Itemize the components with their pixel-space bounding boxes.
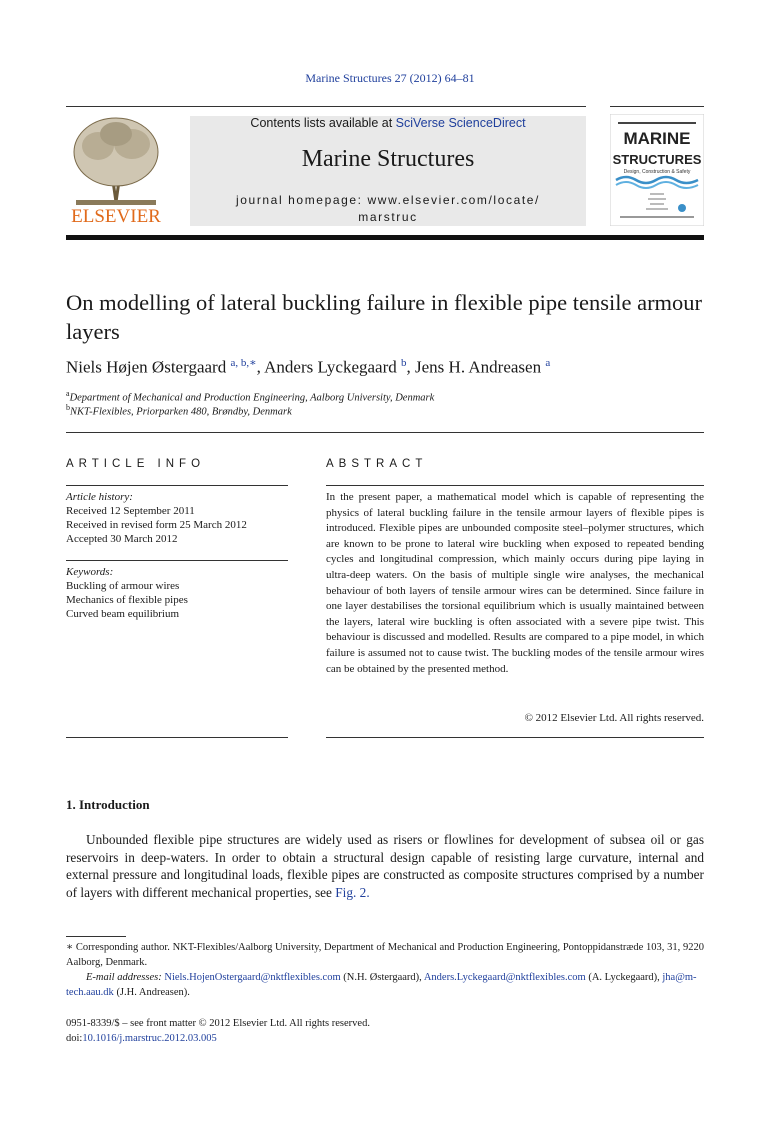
introduction-paragraph — [66, 831, 704, 901]
tree-icon — [66, 114, 166, 226]
issn-line: 0951-8339/$ – see front matter © 2012 Elsevier Ltd. All rights reserved. — [66, 1018, 370, 1029]
email-label: E-mail addresses: — [86, 972, 162, 983]
header-thick-rule — [66, 235, 704, 240]
affiliation-text: NKT-Flexibles, Priorparken 480, Brøndby, Denmark — [70, 406, 292, 418]
journal-homepage[interactable] — [190, 192, 586, 226]
header-rule-right — [610, 106, 704, 107]
email-link-2[interactable]: Anders.Lyckegaard@nktflexibles.com — [423, 972, 586, 983]
journal-citation[interactable]: Marine Structures 27 (2012) 64–81 — [305, 71, 475, 85]
cover-title-2: STRUCTURES — [612, 152, 702, 167]
author-name: Anders Lyckegaard — [264, 357, 397, 377]
history-received: Received 12 September 2011 — [66, 505, 195, 517]
introduction-heading: 1. Introduction — [66, 797, 150, 812]
email-addresses — [66, 970, 704, 1000]
keywords-rule — [66, 560, 288, 561]
affiliation-text: Department of Mechanical and Production Engineering, Aalborg University, Denmark — [69, 392, 435, 404]
abstract-text: In the present paper, a mathematical model which is capable of representing the physics of lateral buckling failure in the tensile armour layers of flexible pipes is introduced. Flexible pipes are unbounded composite steel–polymer structures, which are known to be prone to lateral wire buckling when exposed to repeated bending cycles and longitudinal compression, which mainly occurs during pipe laying in ultra-deep waters. On the basis of multiple single wire analyses, the mechanical behaviour of both layers of tensile armour wires can be determined. Since failure in one layer destabilises the torsional equilibrium which is usually maintained between the layers, lateral wire buckling is often associated with a severe pipe twist. This behaviour is discussed and modelled. Results are compared to a pipe model, in which failure is assumed not to cause twist. The buckling modes of the tensile armour wires can be obtained by the presented method. — [326, 491, 704, 675]
keyword-item: Buckling of armour wires — [66, 580, 180, 592]
elsevier-wordmark: ELSEVIER — [71, 206, 161, 226]
author-separator: , — [406, 357, 416, 377]
author-affil-marks[interactable]: b — [401, 357, 407, 369]
homepage-line-1[interactable]: journal homepage: www.elsevier.com/locate/ — [236, 193, 540, 207]
abstract-heading: ABSTRACT — [326, 458, 428, 470]
keywords-label: Keywords: — [66, 566, 114, 578]
figure-reference-link[interactable]: Fig. 2. — [335, 884, 370, 900]
doi-link[interactable]: 10.1016/j.marstruc.2012.03.005 — [82, 1032, 217, 1044]
paper-title: On modelling of lateral buckling failure in flexible pipe tensile armour layers — [66, 290, 703, 344]
email-owner-2: (A. Lyckegaard), — [585, 972, 663, 983]
cover-subtitle: Design, Construction & Safety — [623, 169, 691, 175]
article-info-rule — [66, 485, 288, 486]
journal-title: Marine Structures — [301, 146, 475, 172]
contents-prefix: Contents lists available at — [250, 116, 396, 130]
keyword-item: Curved beam equilibrium — [66, 608, 180, 620]
email-owner-1: (N.H. Østergaard), — [340, 972, 424, 983]
abstract-rule — [326, 485, 704, 486]
history-revised: Received in revised form 25 March 2012 — [66, 519, 247, 531]
email-link-1[interactable]: Niels.HojenOstergaard@nktflexibles.com — [164, 972, 341, 983]
author-affil-marks[interactable]: a, b,∗ — [230, 357, 257, 369]
corresponding-author-note: ∗ Corresponding author. NKT-Flexibles/Aalborg University, Department of Mechanical and Production Engineering, Pontoppidanstræde 103, 31, 9220 Aalborg, Denmark. — [66, 942, 704, 968]
email-link-3[interactable]: jha@m-tech.aau.dk — [66, 972, 697, 998]
author-name: Jens H. Andreasen — [415, 357, 542, 377]
author-affil-marks[interactable]: a — [545, 357, 551, 369]
keywords — [66, 565, 288, 621]
homepage-line-2[interactable]: marstruc — [358, 210, 418, 224]
introduction-text: Unbounded flexible pipe structures are widely used as risers or flowlines for development of subsea oil or gas reservoirs in deep-waters. In order to obtain a structural design capable of resisting large curvature, internal and external pressure and longitudinal loads, flexible pipes are constructed as composite structures comprised by a number of layers with different mechanical properties, see — [66, 832, 704, 900]
affiliation-mark: a — [66, 389, 70, 398]
cover-title-1: MARINE — [623, 129, 691, 148]
sciencedirect-link[interactable]: SciVerse ScienceDirect — [395, 116, 526, 130]
author-separator: , — [256, 357, 265, 377]
header-rule — [66, 106, 586, 107]
email-owner-3: (J.H. Andreasen). — [113, 987, 190, 998]
affiliation-a — [66, 389, 434, 404]
journal-cover-image — [610, 114, 704, 226]
author-name: Niels Højen Østergaard — [66, 357, 227, 377]
affiliation-b — [66, 403, 292, 418]
contents-line — [190, 116, 586, 130]
keyword-item: Mechanics of flexible pipes — [66, 594, 188, 606]
issn-block — [66, 1017, 370, 1046]
elsevier-logo[interactable] — [66, 114, 166, 226]
article-info-heading: ARTICLE INFO — [66, 458, 206, 470]
footnote-rule — [66, 936, 126, 937]
article-info-bottom-rule — [66, 737, 288, 738]
history-accepted: Accepted 30 March 2012 — [66, 533, 178, 545]
doi-label: doi: — [66, 1032, 83, 1044]
history-label: Article history: — [66, 491, 133, 503]
abstract-copyright: © 2012 Elsevier Ltd. All rights reserved. — [524, 712, 704, 724]
author-list — [66, 356, 550, 378]
article-history — [66, 490, 288, 546]
doi-line — [66, 1032, 370, 1047]
abstract-bottom-rule — [326, 737, 704, 738]
affiliation-mark: b — [66, 403, 70, 412]
journal-cover[interactable] — [610, 114, 704, 226]
section-rule — [66, 432, 704, 433]
